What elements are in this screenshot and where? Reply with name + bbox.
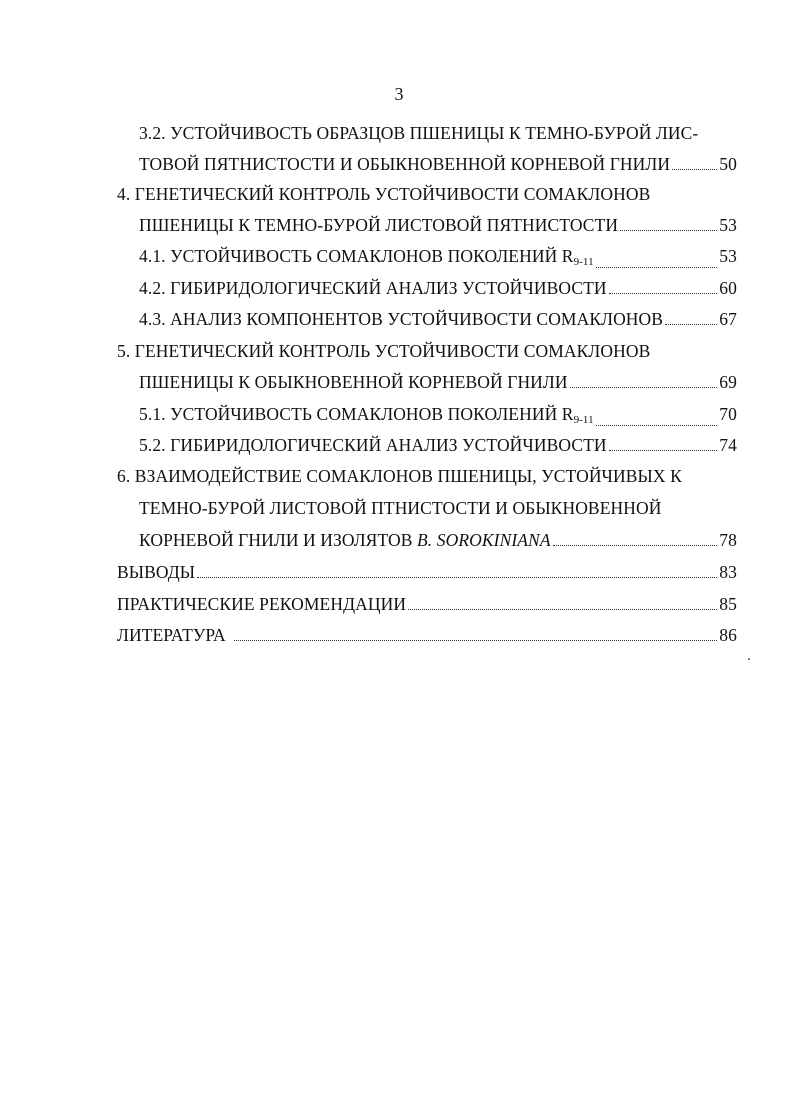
dot-leader — [609, 450, 718, 451]
toc-entry-page: 74 — [719, 435, 737, 455]
dot-leader — [672, 169, 717, 170]
toc-entry — [117, 561, 737, 583]
toc-entry-page: 78 — [719, 530, 737, 550]
toc-entry — [117, 593, 737, 615]
toc-entry-page: 70 — [719, 404, 737, 424]
toc-entry-page: 67 — [719, 309, 737, 329]
toc-entry-text: 6. ВЗАИМОДЕЙСТВИЕ СОМАКЛОНОВ ПШЕНИЦЫ, УСТОЙЧИВЫХ К — [117, 466, 682, 486]
page-number: 3 — [394, 84, 404, 104]
toc-entry — [139, 529, 737, 551]
dot-leader — [197, 577, 717, 578]
toc-entry — [139, 245, 737, 273]
toc-entry — [139, 308, 737, 330]
toc-entry-page: 60 — [719, 278, 737, 298]
toc-entry-text: ТЕМНО-БУРОЙ ЛИСТОВОЙ ПТНИСТОСТИ И ОБЫКНОВЕННОЙ — [139, 498, 662, 518]
dot-leader — [408, 609, 717, 610]
toc-entry-page: 83 — [719, 562, 737, 582]
toc-entry — [117, 340, 650, 362]
toc-entry — [139, 153, 737, 175]
toc-entry-text: 4.1. УСТОЙЧИВОСТЬ СОМАКЛОНОВ ПОКОЛЕНИЙ R — [139, 246, 574, 266]
toc-entry-text: ТОВОЙ ПЯТНИСТОСТИ И ОБЫКНОВЕННОЙ КОРНЕВОЙ ГНИЛИ — [139, 154, 671, 174]
toc-entry-text: 5. ГЕНЕТИЧЕСКИЙ КОНТРОЛЬ УСТОЙЧИВОСТИ СОМАКЛОНОВ — [117, 341, 651, 361]
toc-entry-text: ПРАКТИЧЕСКИЕ РЕКОМЕНДАЦИИ — [117, 594, 407, 614]
dot-leader — [609, 293, 718, 294]
dot-leader — [234, 640, 718, 641]
toc-entry-text: ЛИТЕРАТУРА — [117, 625, 226, 645]
toc-entry — [139, 403, 737, 431]
toc-entry-page: 86 — [719, 625, 737, 645]
toc-entry-page: 53 — [719, 246, 737, 266]
toc-entry-page: 85 — [719, 594, 737, 614]
toc-entry-text: 5.1. УСТОЙЧИВОСТЬ СОМАКЛОНОВ ПОКОЛЕНИЙ R — [139, 404, 574, 424]
dot-leader — [665, 324, 717, 325]
toc-entry-page: 69 — [719, 372, 737, 392]
toc-entry-subscript: 9-11 — [573, 256, 594, 268]
toc-entry-text: КОРНЕВОЙ ГНИЛИ И ИЗОЛЯТОВ — [139, 530, 418, 550]
toc-entry-page: 50 — [719, 154, 737, 174]
toc-entry — [117, 624, 737, 646]
toc-entry-text: ВЫВОДЫ — [117, 562, 196, 582]
dot-leader — [596, 425, 718, 426]
toc-entry-text: 3.2. УСТОЙЧИВОСТЬ ОБРАЗЦОВ ПШЕНИЦЫ К ТЕМНО-БУРОЙ ЛИС- — [139, 123, 699, 143]
dot-leader — [553, 545, 718, 546]
toc-entry — [139, 371, 737, 393]
dot-leader — [596, 267, 718, 268]
toc-entry — [139, 497, 661, 519]
toc-entry-text: ПШЕНИЦЫ К ОБЫКНОВЕННОЙ КОРНЕВОЙ ГНИЛИ — [139, 372, 568, 392]
toc-entry-text: ПШЕНИЦЫ К ТЕМНО-БУРОЙ ЛИСТОВОЙ ПЯТНИСТОСТИ — [139, 215, 619, 235]
toc-entry-text: 4. ГЕНЕТИЧЕСКИЙ КОНТРОЛЬ УСТОЙЧИВОСТИ СОМАКЛОНОВ — [117, 184, 651, 204]
toc-entry — [117, 465, 682, 487]
toc-entry-text: 4.3. АНАЛИЗ КОМПОНЕНТОВ УСТОЙЧИВОСТИ СОМАКЛОНОВ — [139, 309, 664, 329]
scan-speck — [748, 658, 750, 660]
toc-entry-page: 53 — [719, 215, 737, 235]
toc-entry — [117, 183, 650, 205]
toc-entry — [139, 214, 737, 236]
dot-leader — [570, 387, 718, 388]
toc-entry — [139, 122, 698, 144]
toc-entry-subscript: 9-11 — [573, 414, 594, 426]
toc-entry-italic: B. SOROKINIANA — [417, 530, 551, 550]
dot-leader — [620, 230, 717, 231]
toc-entry — [139, 277, 737, 299]
toc-entry-text: 5.2. ГИБИРИДОЛОГИЧЕСКИЙ АНАЛИЗ УСТОЙЧИВОСТИ — [139, 435, 607, 455]
toc-entry-text: 4.2. ГИБИРИДОЛОГИЧЕСКИЙ АНАЛИЗ УСТОЙЧИВОСТИ — [139, 278, 607, 298]
toc-entry — [139, 434, 737, 456]
